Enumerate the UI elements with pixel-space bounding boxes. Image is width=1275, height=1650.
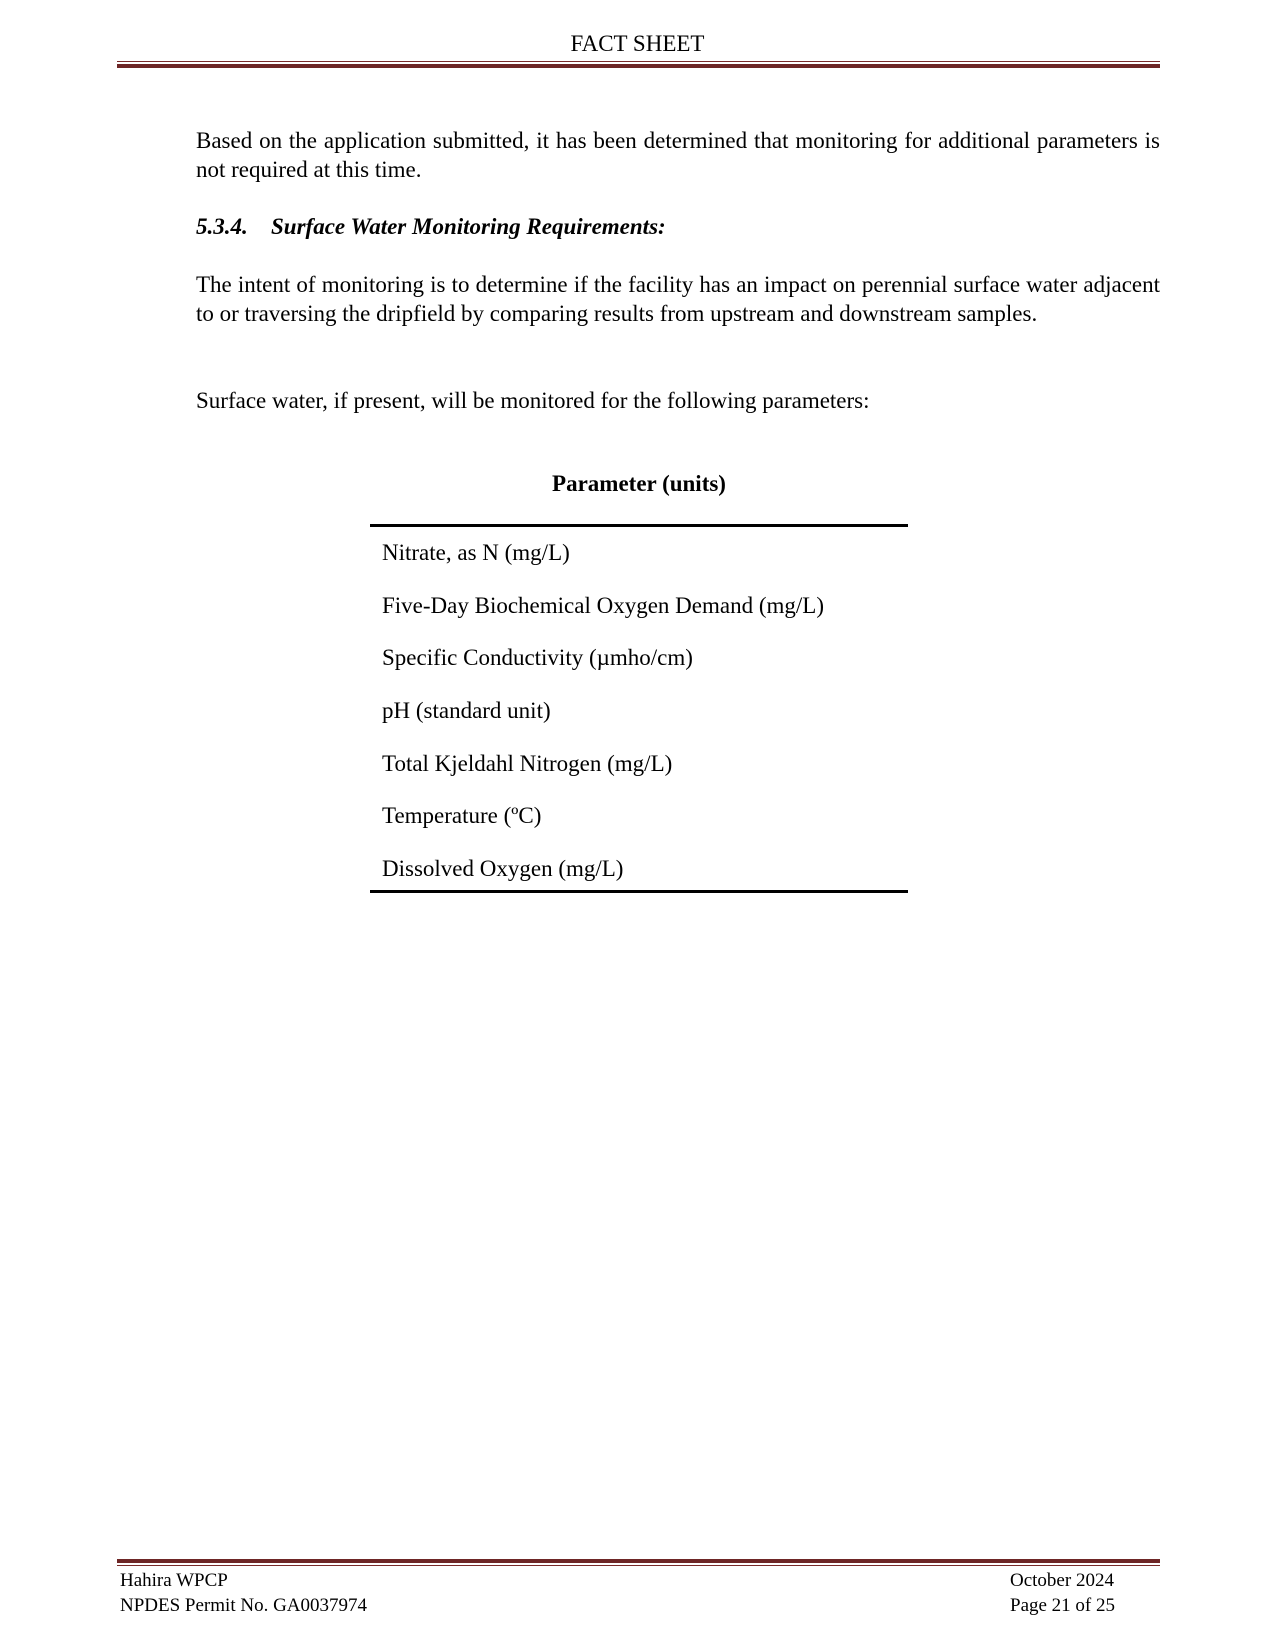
parameter-table [370, 524, 908, 893]
page-header-title: FACT SHEET [570, 31, 705, 56]
footer-facility-name: Hahira WPCP [120, 1570, 228, 1591]
table-row: pH (standard unit) [382, 698, 551, 724]
paragraph-monitoring-additional: Based on the application submitted, it has been determined that monitoring for additional parameters is not required at this time. [196, 128, 1160, 182]
section-title: Surface Water Monitoring Requirements: [271, 214, 666, 239]
parameter-table-header: Parameter (units) [552, 471, 726, 496]
footer-permit-number: NPDES Permit No. GA0037974 [120, 1595, 368, 1616]
section-number: 5.3.4. [196, 214, 248, 239]
table-row: Five-Day Biochemical Oxygen Demand (mg/L) [382, 592, 824, 618]
table-row: Temperature (ºC) [382, 803, 542, 829]
paragraph-monitoring-intent: The intent of monitoring is to determine if the facility has an impact on perennial surface water adjacent to or traversing the dripfield by comparing results from upstream and downstream samples. [196, 272, 1160, 326]
paragraph-parameters-intro: Surface water, if present, will be monitored for the following parameters: [196, 388, 870, 413]
table-row: Dissolved Oxygen (mg/L) [382, 856, 624, 882]
table-row: Nitrate, as N (mg/L) [382, 540, 570, 565]
footer-left [120, 1568, 367, 1618]
section-heading [196, 212, 1160, 241]
footer-page-number: Page 21 of 25 [1010, 1595, 1116, 1616]
table-row: Total Kjeldahl Nitrogen (mg/L) [382, 750, 673, 776]
table-row: Specific Conductivity (µmho/cm) [382, 645, 693, 671]
header-divider [117, 61, 1160, 68]
footer-divider [117, 1559, 1160, 1566]
footer-date: October 2024 [1010, 1570, 1114, 1591]
footer-right [1010, 1568, 1140, 1618]
